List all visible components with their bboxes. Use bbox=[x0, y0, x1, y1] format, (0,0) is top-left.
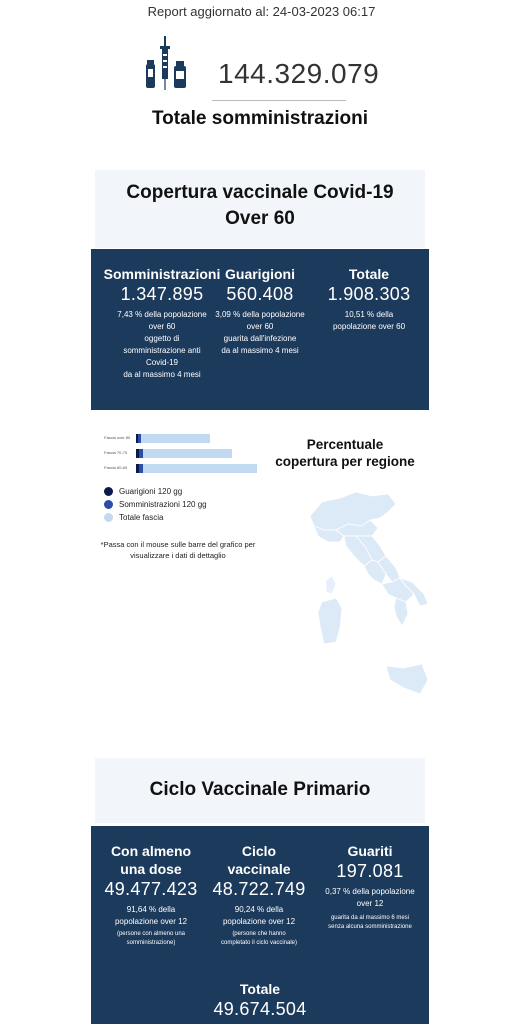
bar-guarigioni[interactable] bbox=[136, 464, 139, 473]
stat-totale bbox=[319, 265, 419, 333]
stat-desc: guarita dall'infezione bbox=[223, 334, 297, 343]
stat-label: Guariti bbox=[347, 843, 393, 859]
report-timestamp: Report aggiornato al: 24-03-2023 06:17 bbox=[147, 4, 376, 19]
stat-desc: 3,09 % della popolazione bbox=[215, 310, 305, 319]
stat-note: (persone che hanno bbox=[232, 931, 286, 937]
stat-ciclo-vaccinale bbox=[209, 842, 309, 948]
stat-label: una dose bbox=[120, 861, 182, 877]
stat-desc: over 60 bbox=[148, 322, 176, 331]
legend-dot bbox=[104, 487, 113, 496]
copertura-title-line2: Over 60 bbox=[225, 208, 295, 229]
stat-label: Guarigioni bbox=[225, 266, 295, 282]
fascia-bar-chart bbox=[104, 432, 264, 477]
bar-totale[interactable] bbox=[136, 449, 232, 458]
bar-label: Fascia over 80 bbox=[104, 435, 131, 440]
stat-label: Totale bbox=[239, 981, 281, 997]
legend-item-somministrazioni bbox=[104, 498, 207, 511]
stat-value: 1.908.303 bbox=[327, 284, 411, 304]
bar-chart-legend bbox=[104, 485, 207, 524]
hint-line: visualizzare i dati di dettaglio bbox=[130, 551, 226, 560]
stat-label: Ciclo bbox=[241, 843, 277, 859]
stat-desc: 7,43 % della popolazione bbox=[117, 310, 207, 319]
bar-row[interactable] bbox=[104, 432, 264, 444]
hover-hint bbox=[92, 539, 264, 561]
legend-item-guarigioni bbox=[104, 485, 207, 498]
stat-desc: popolazione over 12 bbox=[114, 917, 188, 926]
stat-almeno-una-dose bbox=[99, 842, 203, 948]
copertura-title-panel bbox=[95, 170, 425, 248]
legend-label: Guarigioni 120 gg bbox=[119, 487, 183, 496]
stat-value: 48.722.749 bbox=[212, 879, 306, 899]
hint-line: *Passa con il mouse sulle barre del grafico per bbox=[100, 540, 256, 549]
totale-somministrazioni-value: 144.329.079 bbox=[218, 58, 380, 89]
totale-somministrazioni-label: Totale somministrazioni bbox=[151, 108, 369, 129]
stat-note: (persone con almeno una bbox=[116, 931, 186, 937]
ciclo-title-panel bbox=[95, 758, 425, 823]
regioni-title-line: Percentuale bbox=[306, 437, 384, 452]
stat-note: senza alcuna somministrazione bbox=[328, 924, 412, 930]
stat-value: 560.408 bbox=[226, 284, 294, 304]
copertura-title-line1: Copertura vaccinale Covid-19 bbox=[126, 182, 394, 203]
stat-value: 197.081 bbox=[336, 861, 404, 881]
bar-row[interactable] bbox=[104, 447, 264, 459]
legend-item-totale bbox=[104, 511, 207, 524]
stat-note: guarita da al massimo 6 mesi bbox=[330, 915, 410, 921]
stat-desc: somministrazione anti bbox=[123, 346, 201, 355]
legend-dot bbox=[104, 513, 113, 522]
stat-label: Con almeno bbox=[110, 843, 192, 859]
stat-guarigioni bbox=[213, 265, 307, 357]
bar-row[interactable] bbox=[104, 462, 264, 474]
stat-desc: over 60 bbox=[246, 322, 274, 331]
stat-desc: da al massimo 4 mesi bbox=[123, 370, 201, 379]
bar-totale[interactable] bbox=[136, 464, 257, 473]
stat-label: Totale bbox=[348, 266, 390, 282]
legend-label: Somministrazioni 120 gg bbox=[119, 500, 207, 509]
ciclo-stats-panel bbox=[91, 826, 429, 1024]
stat-value: 1.347.895 bbox=[120, 284, 204, 304]
stat-desc: over 12 bbox=[356, 899, 384, 908]
stat-desc: oggetto di bbox=[144, 334, 180, 343]
bar-totale[interactable] bbox=[136, 434, 210, 443]
stat-desc: 10,51 % della bbox=[344, 310, 394, 319]
bar-guarigioni[interactable] bbox=[136, 449, 139, 458]
stat-note: completato il ciclo vaccinale) bbox=[220, 940, 298, 946]
stat-value: 49.674.504 bbox=[213, 999, 307, 1019]
regioni-title-line: copertura per regione bbox=[275, 454, 415, 469]
stat-desc: popolazione over 12 bbox=[222, 917, 296, 926]
stat-label: vaccinale bbox=[227, 861, 291, 877]
italy-regions-map[interactable] bbox=[300, 490, 428, 705]
vaccine-syringe-icon bbox=[143, 36, 189, 92]
bar-label: Fascia 70-79 bbox=[104, 450, 128, 455]
stat-desc: 90,24 % della bbox=[234, 905, 284, 914]
regioni-title bbox=[270, 436, 420, 470]
stat-label: Somministrazioni bbox=[103, 266, 221, 282]
stat-value: 49.477.423 bbox=[104, 879, 198, 899]
stat-note: somministrazione) bbox=[126, 940, 176, 946]
stat-desc: 91,64 % della bbox=[126, 905, 176, 914]
stat-desc: 0,37 % della popolazione bbox=[325, 887, 415, 896]
stat-somministrazioni bbox=[99, 265, 225, 381]
legend-label: Totale fascia bbox=[119, 513, 164, 522]
stat-guariti bbox=[315, 842, 425, 932]
bar-label: Fascia 60-69 bbox=[104, 465, 128, 470]
stat-desc: popolazione over 60 bbox=[332, 322, 406, 331]
divider bbox=[212, 100, 346, 101]
stat-desc: da al massimo 4 mesi bbox=[221, 346, 299, 355]
bar-guarigioni[interactable] bbox=[136, 434, 138, 443]
stat-ciclo-totale bbox=[191, 980, 329, 1020]
legend-dot bbox=[104, 500, 113, 509]
ciclo-title: Ciclo Vaccinale Primario bbox=[149, 779, 371, 800]
copertura-stats-panel bbox=[91, 249, 429, 410]
stat-desc: Covid-19 bbox=[145, 358, 178, 367]
